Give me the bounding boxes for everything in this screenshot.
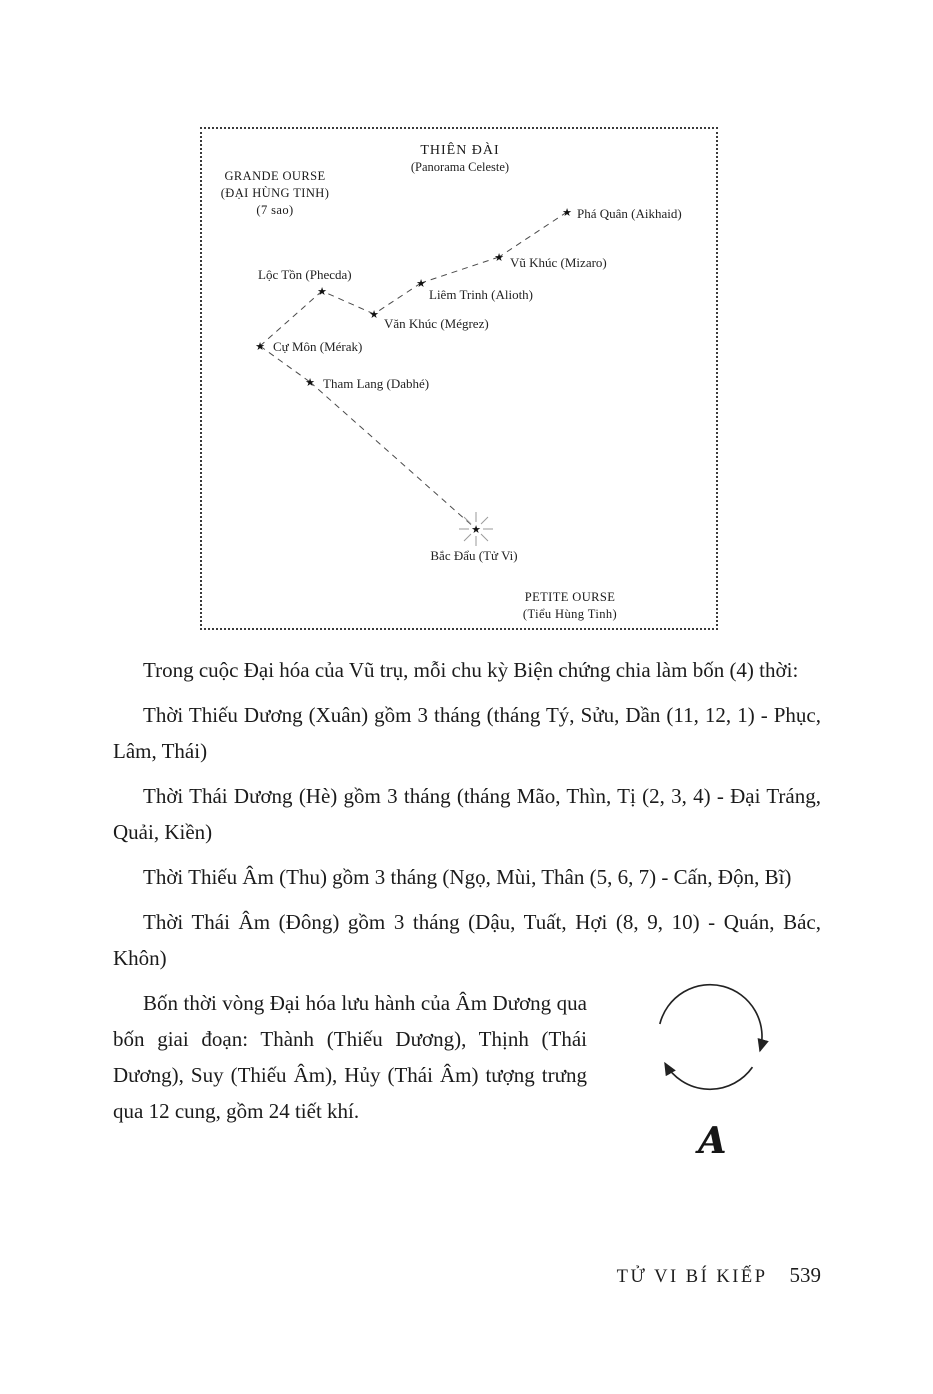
grande-ourse-line3: (7 sao) [256, 203, 294, 217]
petite-ourse-line1: PETITE OURSE [524, 590, 616, 604]
cycle-arc-bottom [665, 1063, 752, 1089]
running-title: TỬ VI BÍ KIẾP [616, 1267, 768, 1287]
body-paragraph-thai-duong: Thời Thái Dương (Hè) gồm 3 tháng (tháng Mão, Thìn, Tị (2, 3, 4) - Đại Tráng, Quải, Kiền) [113, 784, 821, 844]
last-paragraph-block [113, 985, 821, 1162]
star-icon: ★ [305, 376, 315, 389]
star-label-vu-khuc: Vũ Khúc (Mizaro) [510, 255, 607, 270]
star-icon-polaris: ★ [471, 523, 481, 536]
star-icon: ★ [255, 340, 265, 353]
star-label-bac-dau: Bắc Đẩu (Tử Vi) [430, 548, 518, 563]
body-text [113, 652, 821, 1163]
star-labels [258, 206, 682, 563]
star-label-liem-trinh: Liêm Trinh (Alioth) [429, 287, 534, 302]
page-footer [617, 1263, 821, 1288]
petite-ourse-line2: (Tiểu Hùng Tinh) [522, 607, 618, 621]
cycle-arc-top [660, 985, 762, 1051]
cycle-arrows-diagram [637, 971, 787, 1111]
star-icon: ★ [369, 308, 379, 321]
star-label-cu-mon: Cự Môn (Mérak) [273, 339, 363, 354]
star-icon: ★ [317, 285, 327, 298]
grande-ourse-line2: (ĐẠI HÙNG TINH) [220, 186, 330, 200]
star-label-tham-lang: Tham Lang (Dabhé) [323, 376, 430, 391]
diagram-title: THIÊN ĐÀI [420, 143, 500, 158]
cycle-figure [603, 971, 821, 1162]
grande-ourse-label [221, 169, 330, 217]
star-label-van-khuc: Văn Khúc (Mégrez) [384, 316, 489, 331]
petite-ourse-label [523, 590, 617, 621]
star-icon: ★ [562, 206, 572, 219]
ornament-glyph: A [698, 1120, 726, 1162]
diagram-subtitle: (Panorama Celeste) [410, 160, 510, 174]
body-paragraph-bon-thoi: Bốn thời vòng Đại hóa lưu hành của Âm Dương qua bốn giai đoạn: Thành (Thiếu Dương), Thịnh (Thái Dương), Suy (Thiếu Âm), Hủy (Thái Âm) tượng trưng qua 12 cung, gồm 24 tiết khí. [113, 991, 587, 1123]
body-paragraph-thieu-am: Thời Thiếu Âm (Thu) gồm 3 tháng (Ngọ, Mùi, Thân (5, 6, 7) - Cấn, Độn, Bĩ) [143, 865, 792, 889]
constellation-diagram [200, 127, 718, 630]
page-number: 539 [789, 1263, 821, 1287]
star-icon: ★ [494, 251, 504, 264]
star-label-pha-quan: Phá Quân (Aikhaid) [577, 206, 682, 221]
star-label-loc-ton: Lộc Tồn (Phecda) [258, 267, 352, 282]
body-paragraph-intro: Trong cuộc Đại hóa của Vũ trụ, mỗi chu kỳ Biện chứng chia làm bốn (4) thời: [143, 658, 799, 682]
body-paragraph-thai-am: Thời Thái Âm (Đông) gồm 3 tháng (Dậu, Tuất, Hợi (8, 9, 10) - Quán, Bác, Khôn) [113, 910, 821, 970]
body-paragraph-thieu-duong: Thời Thiếu Dương (Xuân) gồm 3 tháng (tháng Tý, Sửu, Dần (11, 12, 1) - Phục, Lâm, Thái) [113, 703, 821, 763]
star-icon: ★ [416, 277, 426, 290]
constellation-svg [202, 129, 716, 628]
grande-ourse-line1: GRANDE OURSE [224, 169, 326, 183]
